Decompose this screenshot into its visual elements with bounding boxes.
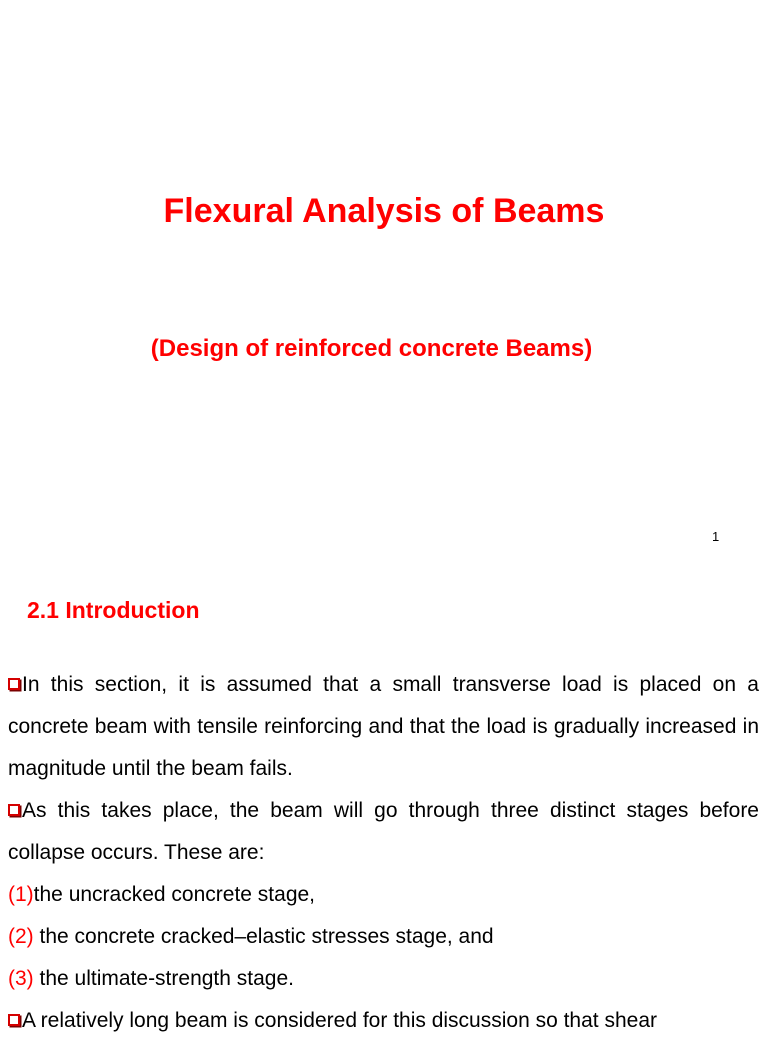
stage-item (8, 958, 759, 1000)
square-bullet-icon (8, 1014, 20, 1026)
bullet-text: A relatively long beam is considered for this discussion so that shear (22, 1009, 657, 1032)
slide-subtitle: (Design of reinforced concrete Beams) (150, 335, 593, 362)
page-number: 1 (712, 529, 720, 544)
bullet-paragraph (8, 1000, 759, 1042)
stage-number: (2) (8, 925, 34, 948)
bullet-paragraph (8, 790, 759, 874)
stage-text: the concrete cracked–elastic stresses stage, and (33, 925, 494, 948)
section-heading: 2.1 Introduction (27, 597, 200, 623)
body-text (8, 664, 759, 1042)
stage-text: the uncracked concrete stage, (33, 883, 316, 906)
stage-item (8, 916, 759, 958)
bullet-text: In this section, it is assumed that a small transverse load is placed on a concrete beam with tensile reinforcing and that the load is gradually increased in magnitude until the beam fails. (8, 673, 759, 780)
slide-title: Flexural Analysis of Beams (163, 192, 605, 230)
stage-text: the ultimate-strength stage. (33, 967, 294, 990)
stage-number: (3) (8, 967, 34, 990)
bullet-text: As this takes place, the beam will go through three distinct stages before collapse occurs. These are: (8, 799, 759, 864)
square-bullet-icon (8, 804, 20, 816)
stage-item (8, 874, 759, 916)
square-bullet-icon (8, 678, 20, 690)
bullet-paragraph (8, 664, 759, 790)
stage-number: (1) (8, 883, 34, 906)
